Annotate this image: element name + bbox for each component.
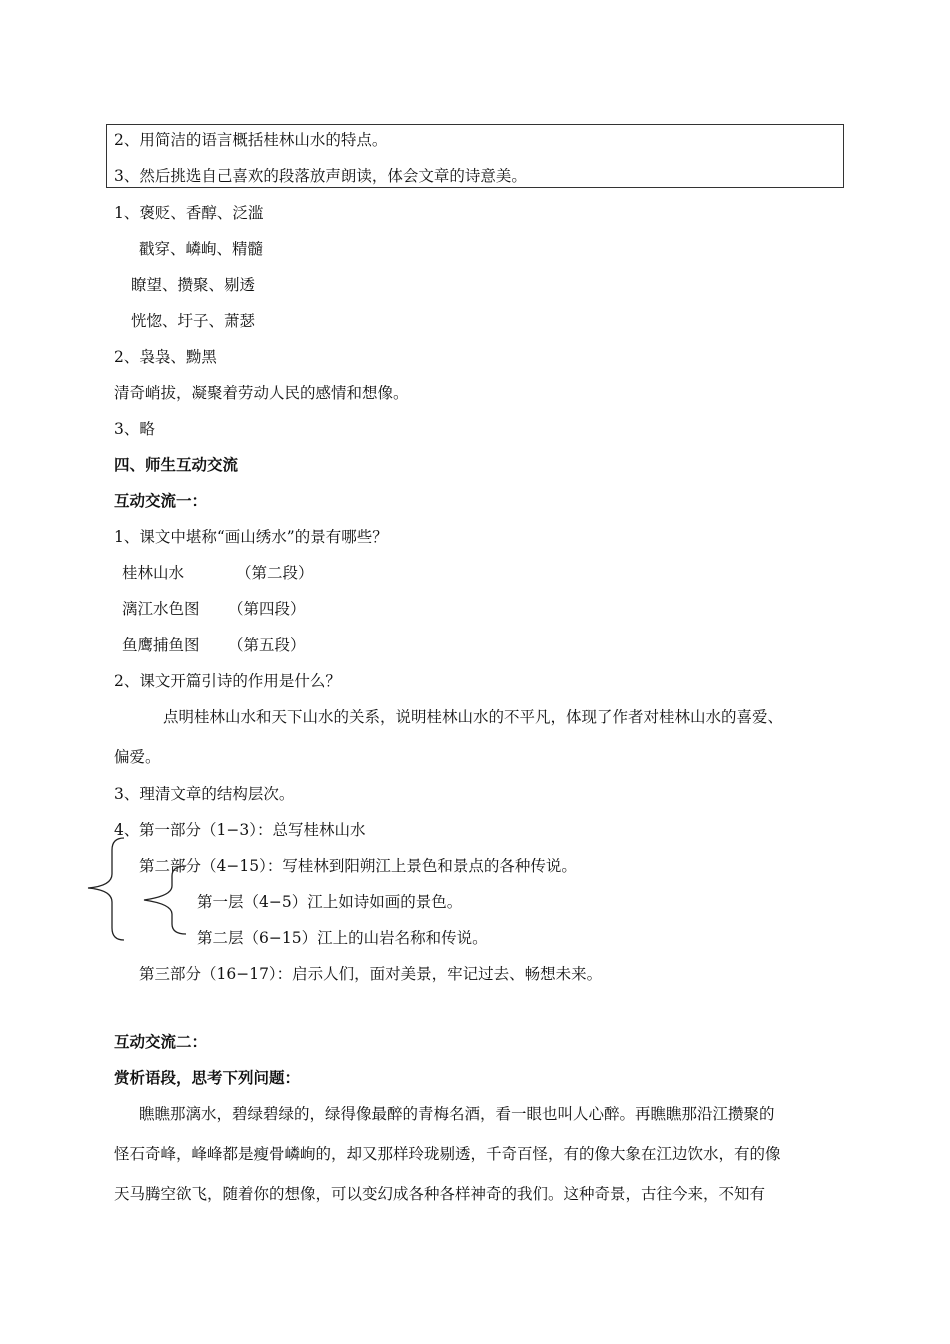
inner-brace — [144, 866, 186, 934]
subheading-1: 互动交流一： — [114, 492, 208, 510]
passage-line-2: 怪石奇峰，峰峰都是瘦骨嶙峋的，却又那样玲珑剔透，千奇百怪，有的像大象在江边饮水，有的像 — [114, 1145, 781, 1163]
q1-item-name-2: 漓江水色图 — [122, 600, 200, 618]
answer-2: 2、袅袅、黝黑 — [114, 348, 217, 366]
answer-1-d: 恍惚、圩子、萧瑟 — [131, 312, 256, 330]
structure-layer-2: 第二层（6−15）江上的山岩名称和传说。 — [197, 929, 488, 947]
answer-1-b: 戳穿、嶙峋、精髓 — [139, 240, 264, 258]
structure-layer-1: 第一层（4−5）江上如诗如画的景色。 — [197, 893, 463, 911]
structure-part-1: 第一部分（1−3）：总写桂林山水 — [139, 821, 366, 839]
outer-brace — [88, 838, 124, 940]
subheading-2-task: 赏析语段，思考下列问题： — [114, 1069, 301, 1087]
q1-item-para-1: （第二段） — [236, 564, 314, 582]
subheading-2: 互动交流二： — [114, 1033, 208, 1051]
structure-braces — [80, 830, 200, 950]
structure-prefix: 4、 — [114, 821, 140, 839]
passage-line-3: 天马腾空欲飞，随着你的想像，可以变幻成各种各样神奇的我们。这种奇景，古往今来，不知有 — [114, 1185, 766, 1203]
section-heading: 四、师生互动交流 — [114, 456, 239, 474]
task-line-3: 3、然后挑选自己喜欢的段落放声朗读，体会文章的诗意美。 — [114, 167, 527, 185]
structure-part-3: 第三部分（16−17）：启示人们，面对美景，牢记过去、畅想未来。 — [139, 965, 603, 983]
q1-item-para-3: （第五段） — [228, 636, 306, 654]
answer-1-c: 瞭望、攒聚、剔透 — [131, 276, 256, 294]
passage-line-1: 瞧瞧那漓水，碧绿碧绿的，绿得像最醉的青梅名酒，看一眼也叫人心醉。再瞧瞧那沿江攒聚的 — [139, 1105, 775, 1123]
answer-3: 3、略 — [114, 420, 155, 438]
q2-answer-line-2: 偏爱。 — [114, 748, 161, 766]
q2-answer-line-1: 点明桂林山水和天下山水的关系，说明桂林山水的不平凡，体现了作者对桂林山水的喜爱、 — [163, 708, 784, 726]
question-3: 3、理清文章的结构层次。 — [114, 785, 295, 803]
structure-part-2: 第二部分（4−15）：写桂林到阳朔江上景色和景点的各种传说。 — [139, 857, 577, 875]
q1-item-para-2: （第四段） — [228, 600, 306, 618]
question-1: 1、课文中堪称“画山绣水”的景有哪些？ — [114, 528, 388, 546]
q1-item-name-1: 桂林山水 — [122, 564, 185, 582]
task-line-2: 2、用简洁的语言概括桂林山水的特点。 — [114, 131, 388, 149]
answer-1: 1、褒贬、香醇、泛滥 — [114, 204, 264, 222]
answer-2-b: 清奇峭拔，凝聚着劳动人民的感情和想像。 — [114, 384, 409, 402]
question-2: 2、课文开篇引诗的作用是什么？ — [114, 672, 341, 690]
q1-item-name-3: 鱼鹰捕鱼图 — [122, 636, 200, 654]
